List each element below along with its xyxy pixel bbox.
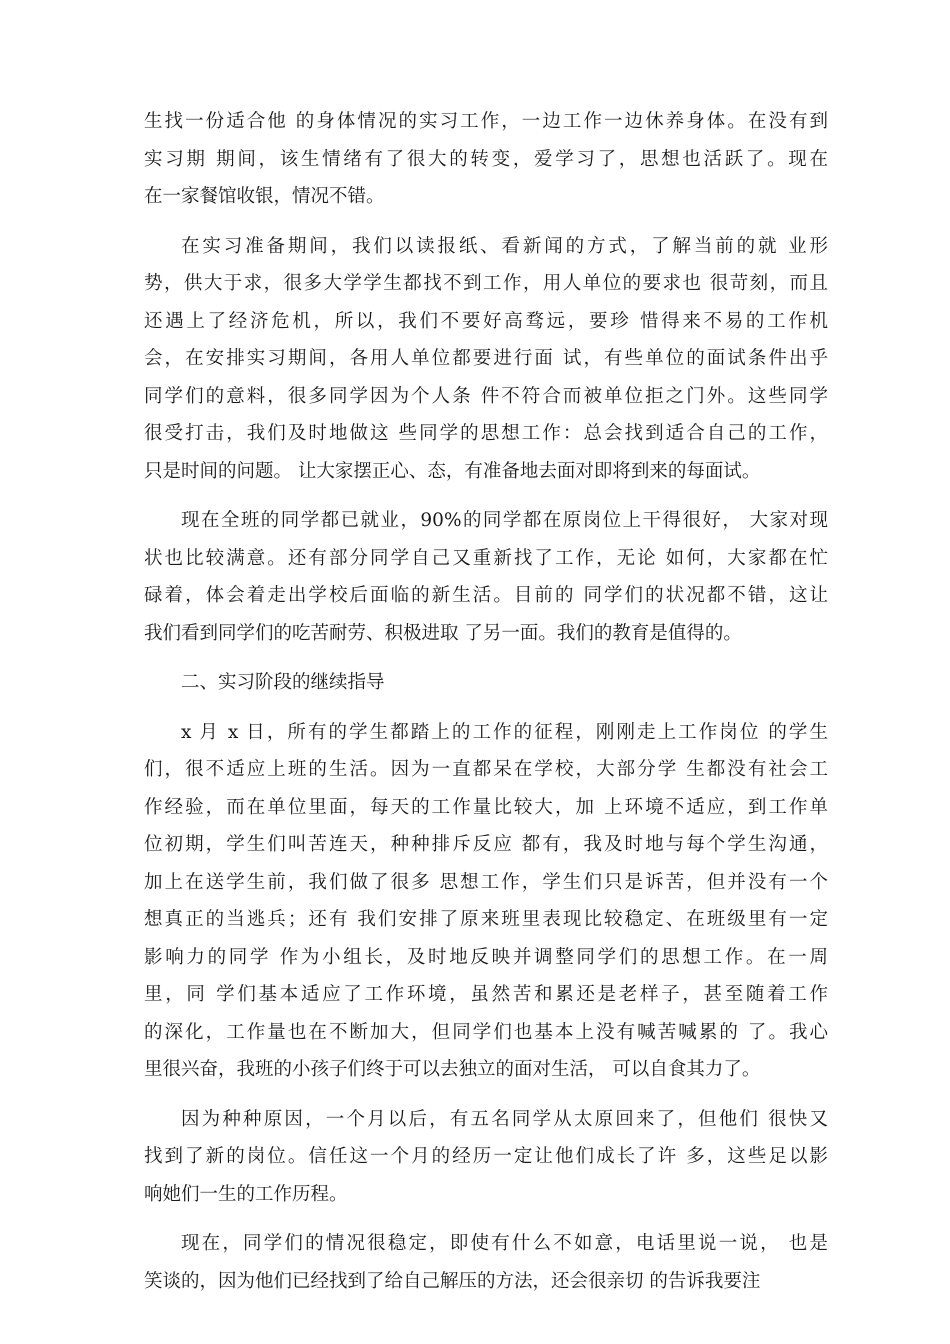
text-line: 生找一份适合他 的身体情况的实习工作，一边工作一边休养身体。在没有到 [144, 111, 828, 132]
paragraph [144, 502, 828, 652]
text-line: 响她们一生的工作历程。 [144, 1183, 348, 1205]
text-line: 实习期 期间，该生情绪有了很大的转变，爱学习了，思想也活跃了。现在 [144, 148, 828, 170]
text-line: 很受打击，我们及时地做这 些同学的思想工作：总会找到适合自己的工作， [144, 423, 828, 444]
text-line: 因为种种原因，一个月以后，有五名同学从太原回来了，但他们 很快又 [181, 1108, 828, 1130]
paragraph [144, 1101, 828, 1214]
paragraph [144, 664, 828, 702]
text-line: 会，在安排实习期间，各用人单位都要进行面 试，有些单位的面试条件出乎 [144, 348, 828, 369]
text-line: 现在，同学们的情况很稳定，即使有什么不如意，电话里说一说， 也是 [181, 1233, 828, 1254]
text-line: 同学们的意料，很多同学因为个人条 件不符合而被单位拒之门外。这些同学 [144, 385, 828, 407]
text-line: 里，同 学们基本适应了工作环境，虽然苦和累还是老样子，甚至随着工作 [144, 984, 828, 1005]
text-line: 找到了新的岗位。信任这一个月的经历一定让他们成长了许 多，这些足以影 [144, 1146, 828, 1167]
text-line: 现在全班的同学都已就业，90%的同学都在原岗位上干得很好， 大家对现 [181, 510, 828, 531]
text-line: 笑谈的，因为他们已经找到了给自己解压的方法，还会很亲切 的告诉我要注 [144, 1270, 761, 1292]
text-line: 还遇上了经济危机，所以，我们不要好高骛远，要珍 惜得来不易的工作机 [144, 310, 828, 332]
text-line: 位初期，学生们叫苦连天，种种排斥反应 都有，我及时地与每个学生沟通， [144, 834, 828, 855]
text-line: 只是时间的问题。 让大家摆正心、态，有准备地去面对即将到来的每面试。 [144, 460, 761, 482]
paragraph [144, 228, 828, 491]
paragraph [144, 1225, 828, 1300]
text-line: 在实习准备期间，我们以读报纸、看新闻的方式，了解当前的就 业形 [181, 235, 828, 257]
text-line: 二、实习阶段的继续指导 [181, 672, 385, 693]
text-line: 加上在送学生前，我们做了很多 思想工作，学生们只是诉苦，但并没有一个 [144, 871, 828, 893]
text-line: 的深化，工作量也在不断加大，但同学们也基本上没有喊苦喊累的 了。我心 [144, 1021, 828, 1043]
text-line: 里很兴奋，我班的小孩子们终于可以去独立的面对生活， 可以自食其力了。 [144, 1059, 761, 1080]
text-line: 势，供大于求，很多大学学生都找不到工作，用人单位的要求也 很苛刻，而且 [144, 273, 828, 294]
document-page [144, 103, 828, 1312]
text-line: 们，很不适应上班的生活。因为一直都呆在学校，大部分学 生都没有社会工 [144, 759, 828, 780]
text-line: 影响力的同学 作为小组长，及时地反映并调整同学们的思想工作。在一周 [144, 946, 828, 968]
text-line: 在一家餐馆收银，情况不错。 [144, 186, 385, 207]
text-line: 作经验，而在单位里面，每天的工作量比较大，加 上环境不适应，到工作单 [144, 796, 828, 818]
paragraph [144, 714, 828, 1089]
text-line: 状也比较满意。还有部分同学自己又重新找了工作，无论 如何，大家都在忙 [144, 547, 828, 569]
text-line: 碌着，体会着走出学校后面临的新生活。目前的 同学们的状况都不错，这让 [144, 585, 828, 606]
text-line: 我们看到同学们的吃苦耐劳、积极进取 了另一面。我们的教育是值得的。 [144, 622, 742, 644]
paragraph [144, 103, 828, 216]
text-line: x 月 x 日，所有的学生都踏上的工作的征程，刚刚走上工作岗位 的学生 [181, 721, 828, 743]
text-line: 想真正的当逃兵；还有 我们安排了原来班里表现比较稳定、在班级里有一定 [144, 909, 828, 930]
